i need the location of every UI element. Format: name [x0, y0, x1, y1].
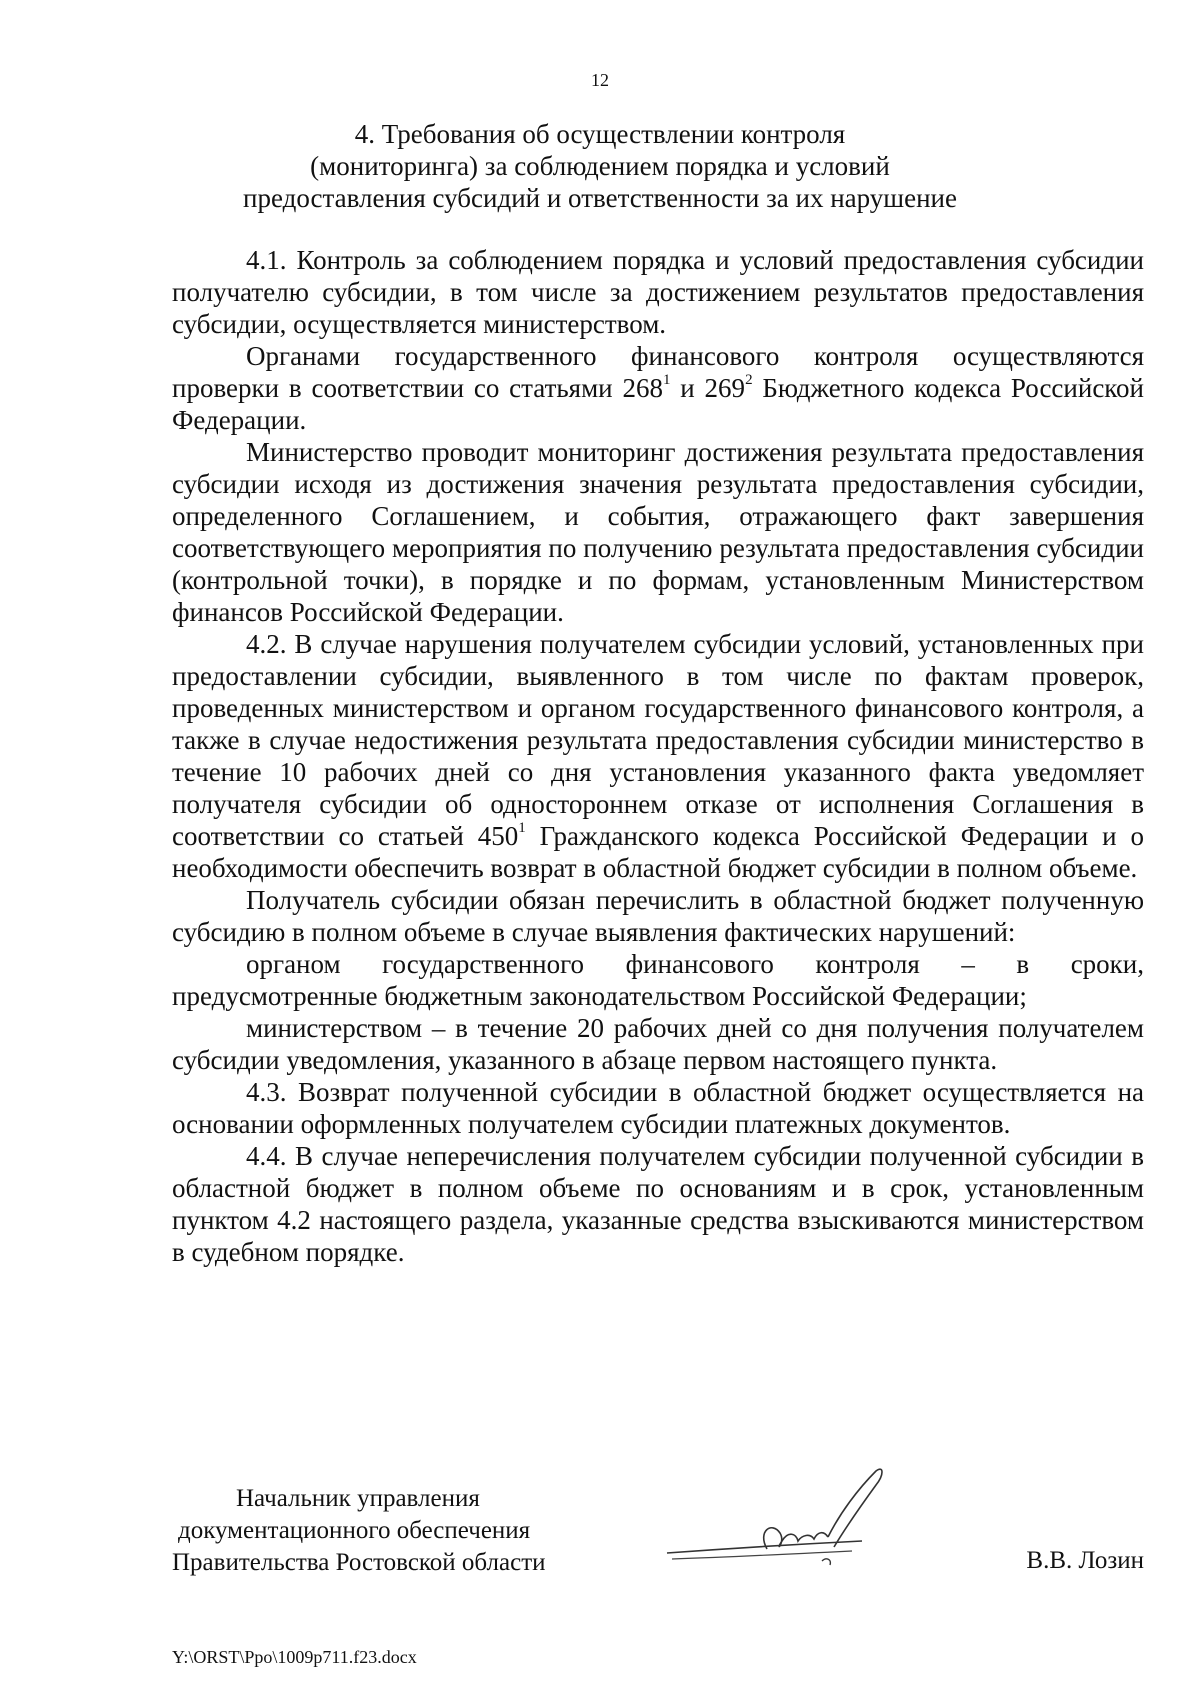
- paragraph-monitoring: Министерство проводит мониторинг достижения результата предоставления субсидии исходя из достижения значения результата предоставления субсидии, определенного Соглашением, и события, отражающего факт завершения соответствующего мероприятия по получению результата предоставления субсидии (контрольной точки), в порядке и по формам, установленным Министерством финансов Российской Федерации.: [172, 437, 1144, 627]
- heading-line-1: 4. Требования об осуществлении контроля: [354, 119, 846, 149]
- heading-line-3: предоставления субсидий и ответственности за их нарушение: [243, 183, 957, 213]
- page-number: 12: [591, 70, 609, 90]
- superscript: 1: [662, 372, 671, 388]
- heading-line-2: (мониторинга) за соблюдением порядка и условий: [310, 151, 890, 181]
- superscript: 1: [518, 820, 526, 836]
- signatory-name: В.В. Лозин: [1026, 1547, 1144, 1574]
- paragraph-text: Органами государственного финансового контроля осуществляются проверки в соответствии со статьями 268: [172, 341, 1144, 403]
- paragraph-control-body: органом государственного финансового контроля – в сроки, предусмотренные бюджетным законодательством Российской Федерации;: [172, 949, 1144, 1011]
- paragraph-recipient-obligation: Получатель субсидии обязан перечислить в областной бюджет полученную субсидию в полном объеме в случае выявления фактических нарушений:: [172, 885, 1144, 947]
- paragraph-text: 4.2. В случае нарушения получателем субсидии условий, установленных при предоставлении субсидии, выявленного в том числе по фактам проверок, проведенных министерством и органом государственного финансового контроля, а также в случае недостижения результата предоставления субсидии министерство в течение 10 рабочих дней со дня установления указанного факта уведомляет получателя субсидии об одностороннем отказе от исполнения Соглашения в соответствии со статьей 450: [172, 629, 1144, 851]
- signature-block: [172, 1483, 1144, 1613]
- document-body: [172, 244, 1144, 1268]
- signatory-title-line-2: документационного обеспечения: [178, 1517, 531, 1544]
- handwritten-signature: [662, 1461, 892, 1581]
- paragraph-text: Гражданского кодекса Российской Федерации и о необходимости обеспечить возврат в областной бюджет субсидии в полном объеме.: [172, 821, 1144, 883]
- paragraph-ministry: министерством – в течение 20 рабочих дней со дня получения получателем субсидии уведомления, указанного в абзаце первом настоящего пункта.: [172, 1013, 1144, 1075]
- paragraph-text: Бюджетного кодекса Российской Федерации.: [172, 373, 1144, 435]
- signatory-title: [172, 1483, 546, 1579]
- paragraph-state-control: [172, 340, 1144, 436]
- paragraph-4-2: [172, 628, 1144, 884]
- paragraph-4-1: 4.1. Контроль за соблюдением порядка и условий предоставления субсидии получателю субсидии, в том числе за достижением результатов предоставления субсидии, осуществляется министерством.: [172, 245, 1144, 339]
- paragraph-4-3: 4.3. Возврат полученной субсидии в областной бюджет осуществляется на основании оформленных получателем субсидии платежных документов.: [172, 1077, 1144, 1139]
- signatory-title-line-3: Правительства Ростовской области: [172, 1549, 546, 1576]
- superscript: 2: [745, 372, 753, 388]
- signatory-title-line-1: Начальник управления: [236, 1485, 480, 1512]
- paragraph-text: и 269: [670, 373, 746, 403]
- paragraph-4-4: 4.4. В случае неперечисления получателем субсидии полученной субсидии в областной бюджет в полном объеме по основаниям и в срок, установленным пунктом 4.2 настоящего раздела, указанные средства взыскиваются министерством в судебном порядке.: [172, 1141, 1144, 1267]
- file-path: Y:\ORST\Ppo\1009p711.f23.docx: [172, 1647, 417, 1667]
- section-heading: [150, 118, 1050, 214]
